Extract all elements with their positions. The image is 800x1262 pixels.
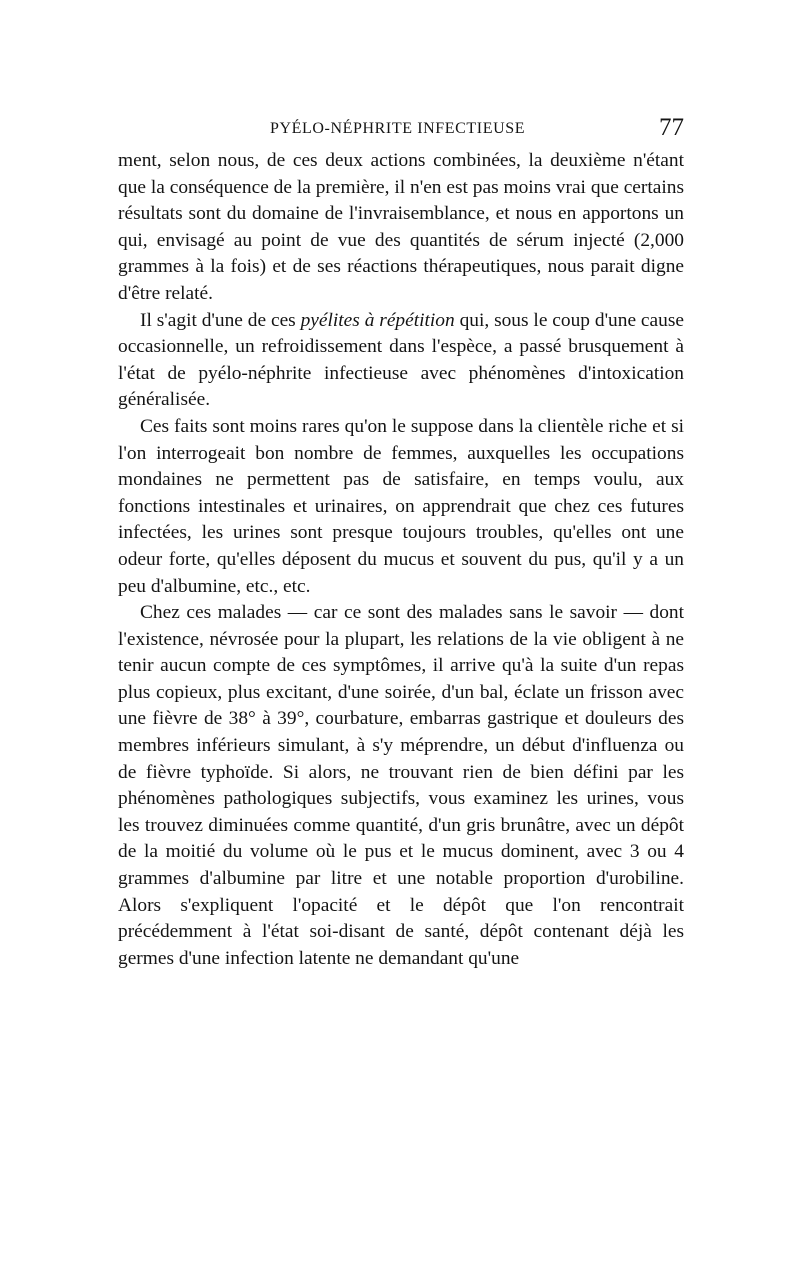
paragraph-1: ment, selon nous, de ces deux actions combinées, la deuxième n'étant que la conséquence de la première, il n'en est pas moins vrai que certains résultats sont du domaine de l'invraisemblance, et nous en apportons un qui, envisagé au point de vue des quantités de sérum injecté (2,000 grammes à la fois) et de ses réactions thérapeutiques, nous parait digne d'être relaté.: [118, 150, 684, 304]
body-text: [118, 148, 684, 972]
paragraph-2-after: qui, sous le coup d'une cause occasionnelle, un refroidissement dans l'espèce, a passé brusquement à l'état de pyélo-néphrite infectieuse avec phénomènes d'intoxication généralisée.: [118, 309, 684, 411]
page-number: 77: [659, 114, 684, 141]
running-head: [118, 114, 684, 144]
paragraph-2: [118, 308, 684, 414]
paragraph-2-before: Il s'agit d'une de ces: [140, 309, 301, 331]
paragraph-3: Ces faits sont moins rares qu'on le suppose dans la clientèle riche et si l'on interrogeait bon nombre de femmes, auxquelles les occupations mondaines ne permettent pas de satisfaire, en temps voulu, aux fonctions intestinales et urinaires, on apprendrait que chez ces futures infectées, les urines sont presque toujours troubles, qu'elles ont une odeur forte, qu'elles déposent du mucus et souvent du pus, qu'il y a un peu d'albumine, etc., etc.: [118, 415, 684, 597]
paragraph-4: Chez ces malades — car ce sont des malades sans le savoir — dont l'existence, névrosée pour la plupart, les relations de la vie obligent à ne tenir aucun compte de ces symptômes, il arrive qu'à la suite d'un repas plus copieux, plus excitant, d'une soirée, d'un bal, éclate un frisson avec une fièvre de 38° à 39°, courbature, embarras gastrique et douleurs des membres inférieurs simulant, à s'y méprendre, un début d'influenza ou de fièvre typhoïde. Si alors, ne trouvant rien de bien défini par les phénomènes pathologiques subjectifs, vous examinez les urines, vous les trouvez diminuées comme quantité, d'un gris brunâtre, avec un dépôt de la moitié du volume où le pus et le mucus dominent, avec 3 ou 4 grammes d'albumine par litre et une notable proportion d'urobiline. Alors s'expliquent l'opacité et le dépôt que l'on rencontrait précédemment à l'état soi-disant de santé, dépôt contenant déjà les germes d'une infection latente ne demandant qu'une: [118, 602, 684, 969]
running-title: PYÉLO-NÉPHRITE INFECTIEUSE: [270, 120, 526, 137]
paragraph-2-italic-term: pyélites à répétition: [300, 309, 455, 331]
